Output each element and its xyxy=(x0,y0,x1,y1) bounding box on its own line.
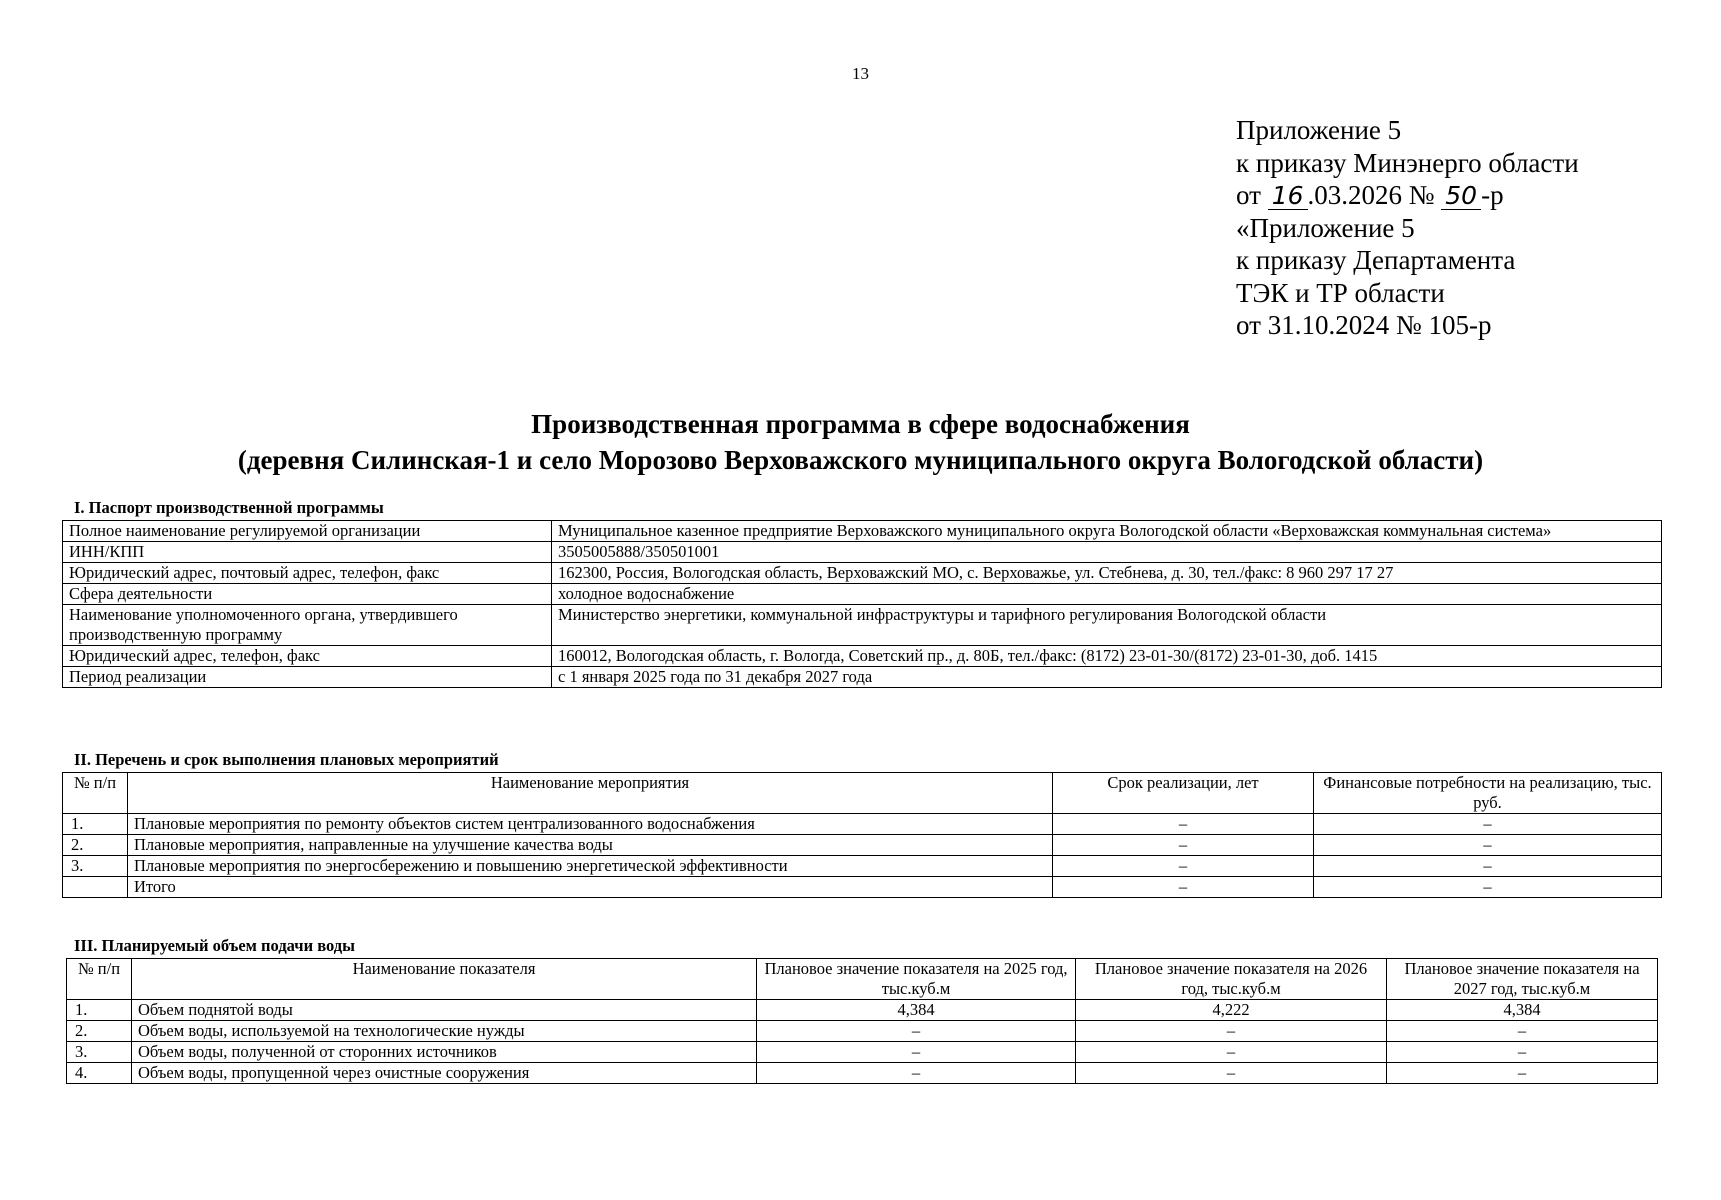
finance-value: – xyxy=(1314,814,1662,835)
passport-value: 3505005888/350501001 xyxy=(552,542,1662,563)
appendix-block xyxy=(1236,114,1579,342)
table-row xyxy=(67,1063,1658,1084)
col-header-2026: Плановое значение показателя на 2026 год, тыс.куб.м xyxy=(1076,959,1387,1000)
water-volume-table xyxy=(66,958,1658,1084)
table-row xyxy=(63,856,1662,877)
appendix-line: к приказу Минэнерго области xyxy=(1236,147,1579,178)
value-2026: 4,222 xyxy=(1076,1000,1387,1021)
col-header-2025: Плановое значение показателя на 2025 год, тыс.куб.м xyxy=(757,959,1076,1000)
passport-value: с 1 января 2025 года по 31 декабря 2027 года xyxy=(552,667,1662,688)
term-value: – xyxy=(1053,814,1314,835)
value-2025: – xyxy=(757,1063,1076,1084)
value-2027: – xyxy=(1387,1063,1658,1084)
handwritten-day: 16 xyxy=(1268,183,1308,210)
value-2026: – xyxy=(1076,1042,1387,1063)
finance-value: – xyxy=(1314,835,1662,856)
col-header-number: № п/п xyxy=(63,773,128,814)
row-number: 2. xyxy=(67,1021,132,1042)
row-number: 1. xyxy=(67,1000,132,1021)
title-line-1: Производственная программа в сфере водоснабжения xyxy=(531,409,1190,439)
passport-value: 162300, Россия, Вологодская область, Верховажский МО, с. Верховажье, ул. Стебнева, д. 30, тел./факс: 8 960 297 17 27 xyxy=(552,563,1662,584)
col-header-indicator: Наименование показателя xyxy=(132,959,757,1000)
table-row xyxy=(63,542,1662,563)
row-number: 2. xyxy=(63,835,128,856)
handwritten-order-number: 50 xyxy=(1441,183,1481,210)
col-header-term: Срок реализации, лет xyxy=(1053,773,1314,814)
passport-value: 160012, Вологодская область, г. Вологда, Советский пр., д. 80Б, тел./факс: (8172) 23-01-30/(8172) 23-01-30, доб. 1415 xyxy=(552,646,1662,667)
table-row-total xyxy=(63,877,1662,898)
value-2027: – xyxy=(1387,1042,1658,1063)
value-2027: 4,384 xyxy=(1387,1000,1658,1021)
finance-value: – xyxy=(1314,856,1662,877)
finance-value: – xyxy=(1314,877,1662,898)
value-2026: – xyxy=(1076,1021,1387,1042)
term-value: – xyxy=(1053,877,1314,898)
table-row xyxy=(63,646,1662,667)
value-2025: – xyxy=(757,1021,1076,1042)
passport-label: Период реализации xyxy=(63,667,552,688)
row-number: 3. xyxy=(67,1042,132,1063)
col-header-measure: Наименование мероприятия xyxy=(128,773,1053,814)
table-row xyxy=(63,814,1662,835)
indicator-name: Объем поднятой воды xyxy=(132,1000,757,1021)
page-number: 13 xyxy=(852,64,869,83)
table-row xyxy=(67,1000,1658,1021)
appendix-line: ТЭК и ТР области xyxy=(1236,277,1445,308)
indicator-name: Объем воды, используемой на технологические нужды xyxy=(132,1021,757,1042)
table-row xyxy=(63,667,1662,688)
passport-label: Юридический адрес, телефон, факс xyxy=(63,646,552,667)
term-value: – xyxy=(1053,856,1314,877)
document-title xyxy=(0,406,1721,478)
row-number: 4. xyxy=(67,1063,132,1084)
measure-name: Плановые мероприятия по энергосбережению и повышению энергетической эффективности xyxy=(128,856,1053,877)
section2-heading: II. Перечень и срок выполнения плановых мероприятий xyxy=(74,750,499,769)
row-number: 1. xyxy=(63,814,128,835)
col-header-number: № п/п xyxy=(67,959,132,1000)
appendix-order-date-line xyxy=(1236,179,1579,212)
passport-value: Муниципальное казенное предприятие Верховажского муниципального округа Вологодской области «Верховажская коммунальная система» xyxy=(552,521,1662,542)
table-row xyxy=(67,1021,1658,1042)
measure-name: Плановые мероприятия по ремонту объектов систем централизованного водоснабжения xyxy=(128,814,1053,835)
passport-label: ИНН/КПП xyxy=(63,542,552,563)
measures-table xyxy=(62,772,1662,898)
indicator-name: Объем воды, полученной от сторонних источников xyxy=(132,1042,757,1063)
value-2025: 4,384 xyxy=(757,1000,1076,1021)
passport-label: Сфера деятельности xyxy=(63,584,552,605)
table-row xyxy=(63,835,1662,856)
passport-label: Юридический адрес, почтовый адрес, телефон, факс xyxy=(63,563,552,584)
table-row xyxy=(67,1042,1658,1063)
order-date-mid: .03.2026 № xyxy=(1307,180,1435,210)
col-header-2027: Плановое значение показателя на 2027 год, тыс.куб.м xyxy=(1387,959,1658,1000)
col-header-finance: Финансовые потребности на реализацию, тыс. руб. xyxy=(1314,773,1662,814)
row-number: 3. xyxy=(63,856,128,877)
passport-label: Наименование уполномоченного органа, утвердившего производственную программу xyxy=(63,605,552,646)
appendix-line: Приложение 5 xyxy=(1236,115,1402,145)
table-row xyxy=(63,521,1662,542)
order-date-prefix: от xyxy=(1236,180,1261,210)
appendix-line: к приказу Департамента xyxy=(1236,245,1516,275)
title-line-2: (деревня Силинская-1 и село Морозово Верховажского муниципального округа Вологодской области) xyxy=(237,445,1484,475)
term-value: – xyxy=(1053,835,1314,856)
table-row xyxy=(63,584,1662,605)
passport-value: Министерство энергетики, коммунальной инфраструктуры и тарифного регулирования Вологодской области xyxy=(552,605,1662,646)
value-2027: – xyxy=(1387,1021,1658,1042)
table-header-row xyxy=(63,773,1662,814)
passport-label: Полное наименование регулируемой организации xyxy=(63,521,552,542)
value-2025: – xyxy=(757,1042,1076,1063)
section3-heading: III. Планируемый объем подачи воды xyxy=(74,936,355,955)
order-number-suffix: -р xyxy=(1481,180,1504,210)
passport-value: холодное водоснабжение xyxy=(552,584,1662,605)
indicator-name: Объем воды, пропущенной через очистные сооружения xyxy=(132,1063,757,1084)
appendix-line: от 31.10.2024 № 105-р xyxy=(1236,310,1492,340)
table-header-row xyxy=(67,959,1658,1000)
table-row xyxy=(63,605,1662,646)
section1-heading: I. Паспорт производственной программы xyxy=(74,498,384,517)
measure-name: Итого xyxy=(128,877,1053,898)
table-row xyxy=(63,563,1662,584)
row-number xyxy=(63,877,128,898)
measure-name: Плановые мероприятия, направленные на улучшение качества воды xyxy=(128,835,1053,856)
passport-table xyxy=(62,520,1662,688)
value-2026: – xyxy=(1076,1063,1387,1084)
appendix-line: «Приложение 5 xyxy=(1236,212,1415,243)
